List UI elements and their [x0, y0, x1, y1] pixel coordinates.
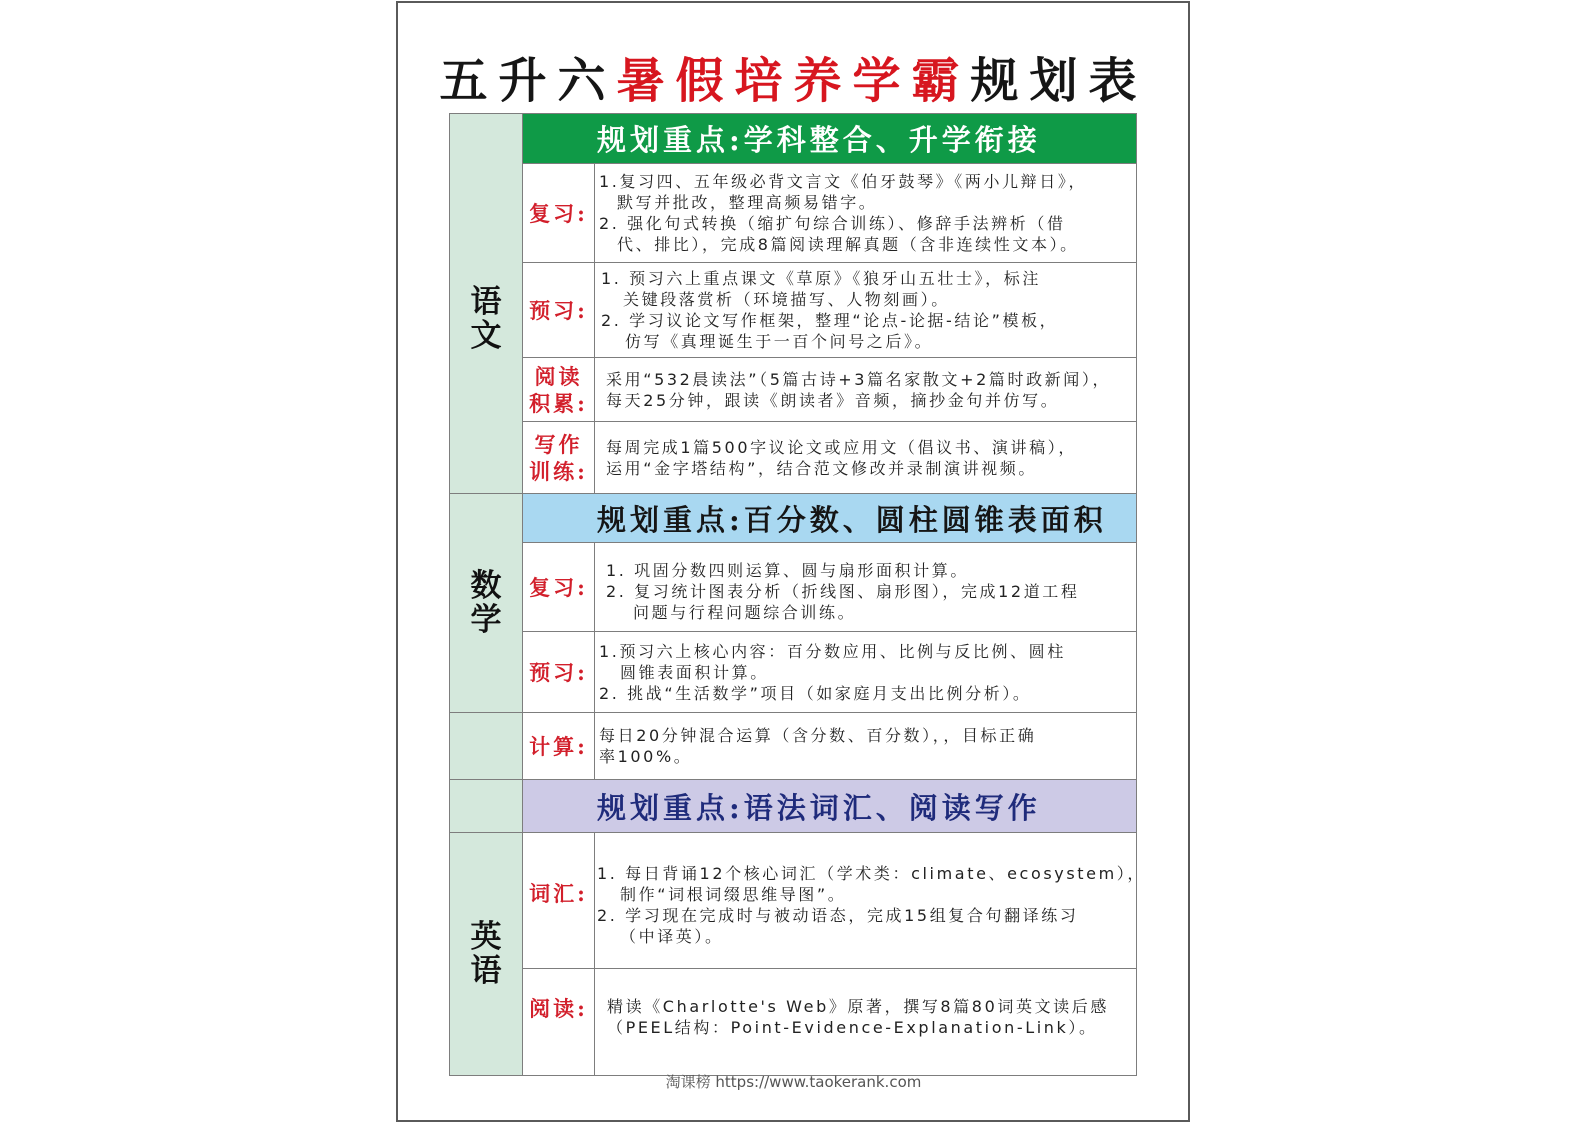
subject-cell-math [450, 494, 522, 712]
row-label-text: 复习: [529, 574, 588, 600]
row-content-reading-accumulation [595, 358, 1136, 421]
subject-cell-english [450, 833, 522, 1075]
document-title [397, 52, 1190, 110]
content-line: 2. 学习现在完成时与被动语态，完成15组复合句翻译练习 [597, 905, 1079, 925]
subject-cell-empty [450, 713, 522, 779]
content-line: 运用“金字塔结构”，结合范文修改并录制演讲视频。 [606, 458, 1037, 478]
row-label-text: 积累: [529, 390, 588, 416]
subject-name-char: 学 [470, 602, 502, 638]
content-line: 每周完成1篇500字议论文或应用文（倡议书、演讲稿）， [606, 437, 1077, 457]
content-line: （中译英）。 [620, 926, 724, 946]
title-prefix: 五升六 [439, 53, 617, 109]
focus-header-chinese: 规划重点:学科整合、升学衔接 [523, 114, 1136, 163]
row-label-writing-training [523, 422, 594, 493]
subject-name-char: 文 [470, 317, 502, 354]
row-label-text: 训练: [529, 458, 588, 484]
content-line: 默写并批改，整理高频易错字。 [617, 193, 878, 212]
row-content-review [595, 543, 1136, 631]
row-label-preview [523, 632, 594, 712]
subject-name-char: 英 [470, 919, 502, 955]
row-content-reading [595, 969, 1136, 1075]
focus-header-english: 规划重点:语法词汇、阅读写作 [523, 780, 1136, 832]
row-label-text: 词汇: [529, 881, 588, 906]
content-line: 每日20分钟混合运算（含分数、百分数），，目标正确 [599, 726, 1037, 745]
content-line: 仿写《真理诞生于一百个问号之后》。 [625, 332, 934, 351]
content-line: 代、排比），完成8篇阅读理解真题（含非连续性文本）。 [617, 235, 1079, 254]
content-line: 2. 强化句式转换（缩扩句综合训练）、修辞手法辨析（借 [599, 214, 1066, 233]
subject-cell-empty [450, 780, 522, 832]
row-content-review [595, 164, 1136, 262]
row-label-text: 阅读 [534, 363, 583, 389]
title-suffix: 规划表 [970, 53, 1148, 109]
content-line: 1.预习六上核心内容：百分数应用、比例与反比例、圆柱 [599, 641, 1066, 661]
row-content-preview [595, 632, 1136, 712]
content-line: 1. 每日背诵12个核心词汇（学术类：climate、ecosystem）， [597, 863, 1146, 883]
row-label-review [523, 543, 594, 631]
row-label-text: 复习: [529, 200, 588, 226]
row-label-calculation [523, 713, 594, 779]
row-label-text: 阅读: [529, 995, 588, 1021]
subject-name-char: 数 [470, 568, 502, 604]
row-label-reading [523, 969, 594, 1075]
row-label-text: 计算: [529, 733, 588, 759]
content-line: 2. 挑战“生活数学”项目（如家庭月支出比例分析）。 [599, 683, 1032, 703]
content-line: 圆锥表面积计算。 [620, 662, 769, 682]
content-line: 2. 复习统计图表分析（折线图、扇形图），完成12道工程 [606, 581, 1080, 601]
row-label-reading-accumulation [523, 358, 594, 421]
focus-header-math: 规划重点:百分数、圆柱圆锥表面积 [523, 494, 1136, 542]
row-content-preview [595, 263, 1136, 357]
content-line: 1. 巩固分数四则运算、圆与扇形面积计算。 [606, 560, 969, 580]
row-label-text: 写作 [534, 431, 583, 457]
content-line: 每天25分钟，跟读《朗读者》音频，摘抄金句并仿写。 [606, 390, 1060, 410]
row-label-review [523, 164, 594, 262]
subject-cell-chinese [450, 114, 522, 493]
content-line: 采用“532晨读法”（5篇古诗+3篇名家散文+2篇时政新闻）， [606, 369, 1112, 389]
title-highlight: 暑假培养学霸 [616, 53, 971, 109]
content-line: （PEEL结构：Point-Evidence-Explanation-Link）。 [607, 1018, 1098, 1037]
subject-name-char: 语 [470, 953, 502, 989]
watermark: 淘课榜 https://www.taokerank.com [665, 1073, 922, 1091]
content-line: 率100%。 [599, 747, 693, 766]
row-label-vocabulary [523, 833, 594, 968]
row-content-writing-training [595, 422, 1136, 493]
content-line: 问题与行程问题综合训练。 [633, 602, 857, 622]
row-label-text: 预习: [529, 659, 588, 685]
row-content-calculation [595, 713, 1136, 779]
row-label-preview [523, 263, 594, 357]
content-line: 1.复习四、五年级必背文言文《伯牙鼓琴》《两小儿辩日》， [599, 172, 1088, 191]
content-line: 1. 预习六上重点课文《草原》《狼牙山五壮士》，标注 [601, 269, 1041, 288]
subject-name-char: 语 [470, 283, 502, 320]
content-line: 关键段落赏析（环境描写、人物刻画）。 [623, 290, 950, 309]
content-line: 2. 学习议论文写作框架，整理“论点-论据-结论”模板， [601, 311, 1059, 330]
row-content-vocabulary [595, 833, 1146, 968]
plan-table [449, 113, 1146, 1076]
row-label-text: 预习: [529, 297, 588, 323]
content-line: 精读《Charlotte's Web》原著，撰写8篇80词英文读后感 [607, 997, 1109, 1016]
content-line: 制作“词根词缀思维导图”。 [620, 884, 847, 904]
